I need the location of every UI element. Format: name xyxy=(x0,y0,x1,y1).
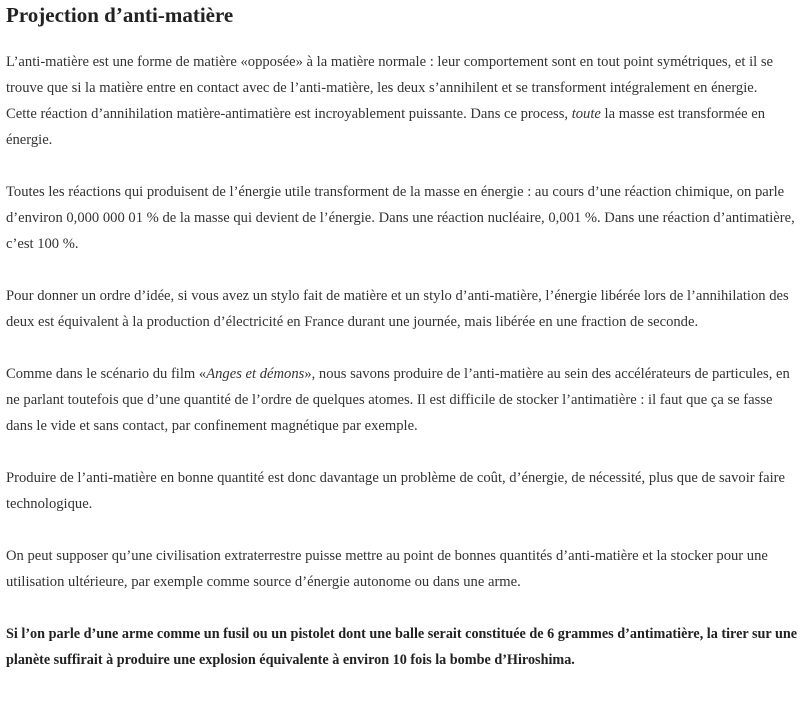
paragraph-film-end: », nous savons produire de l’anti-matière au sein des accélérateurs de particules, en ne parlant toutefois que d’une quantité de l’ordre de quelques atomes. Il est difficile de stocker l’antimatière : il faut que ça se fasse dans le vide et sans contact, par confinement magnétique par exemple. xyxy=(6,366,790,434)
paragraph-extraterrestrial: On peut supposer qu’une civilisation extraterrestre puisse mettre au point de bonnes quantités d’anti-matière et la stocker pour une utilisation ultérieure, par exemple comme source d’énergie autonome ou dans une arme. xyxy=(6,548,768,590)
paragraph-intro-second-end: la masse est transformée en énergie. xyxy=(6,106,766,148)
paragraph-intro xyxy=(6,49,798,153)
section-heading: Projection d’anti-matière xyxy=(6,3,234,27)
article-body xyxy=(6,0,798,673)
paragraph-intro-text: L’anti-matière est une forme de matière «opposée» à la matière normale : leur comportement sont en tout point symétriques, et il se trouve que si la matière entre en contact avec de l’anti-matière, les deux s’annihilent et se transforment intégralement en énergie. xyxy=(6,54,774,96)
paragraph-energy-comparison: Toutes les réactions qui produisent de l’énergie utile transforment de la masse en énergie : au cours d’une réaction chimique, on parle d’environ 0,000 000 01 % de la masse qui devient de l’énergie. Dans une réaction nucléaire, 0,001 %. Dans une réaction d’antimatière, c’est 100 %. xyxy=(6,184,795,252)
spacer xyxy=(6,257,798,283)
spacer xyxy=(6,517,798,543)
spacer xyxy=(6,29,798,49)
spacer xyxy=(6,595,798,621)
spacer xyxy=(6,335,798,361)
emphasis-toute: toute xyxy=(571,106,601,122)
paragraph-film-start: Comme dans le scénario du film « xyxy=(6,366,207,382)
spacer xyxy=(6,153,798,179)
spacer xyxy=(6,439,798,465)
paragraph-production-cost: Produire de l’anti-matière en bonne quantité est donc davantage un problème de coût, d’énergie, de nécessité, plus que de savoir faire technologique. xyxy=(6,470,785,512)
paragraph-intro-second-start: Cette réaction d’annihilation matière-antimatière est incroyablement puissante. Dans ce process, xyxy=(6,106,572,122)
film-title: Anges et démons xyxy=(206,366,305,382)
paragraph-film-reference xyxy=(6,361,798,439)
paragraph-pen-example: Pour donner un ordre d’idée, si vous avez un stylo fait de matière et un stylo d’anti-matière, l’énergie libérée lors de l’annihilation des deux est équivalent à la production d’électricité en France durant une journée, mais libérée en une fraction de seconde. xyxy=(6,288,789,330)
paragraph-weapon-bold: Si l’on parle d’une arme comme un fusil ou un pistolet dont une balle serait constituée de 6 grammes d’antimatière, la tirer sur une planète suffirait à produire une explosion équivalente à environ 10 fois la bombe d’Hiroshima. xyxy=(6,626,798,668)
